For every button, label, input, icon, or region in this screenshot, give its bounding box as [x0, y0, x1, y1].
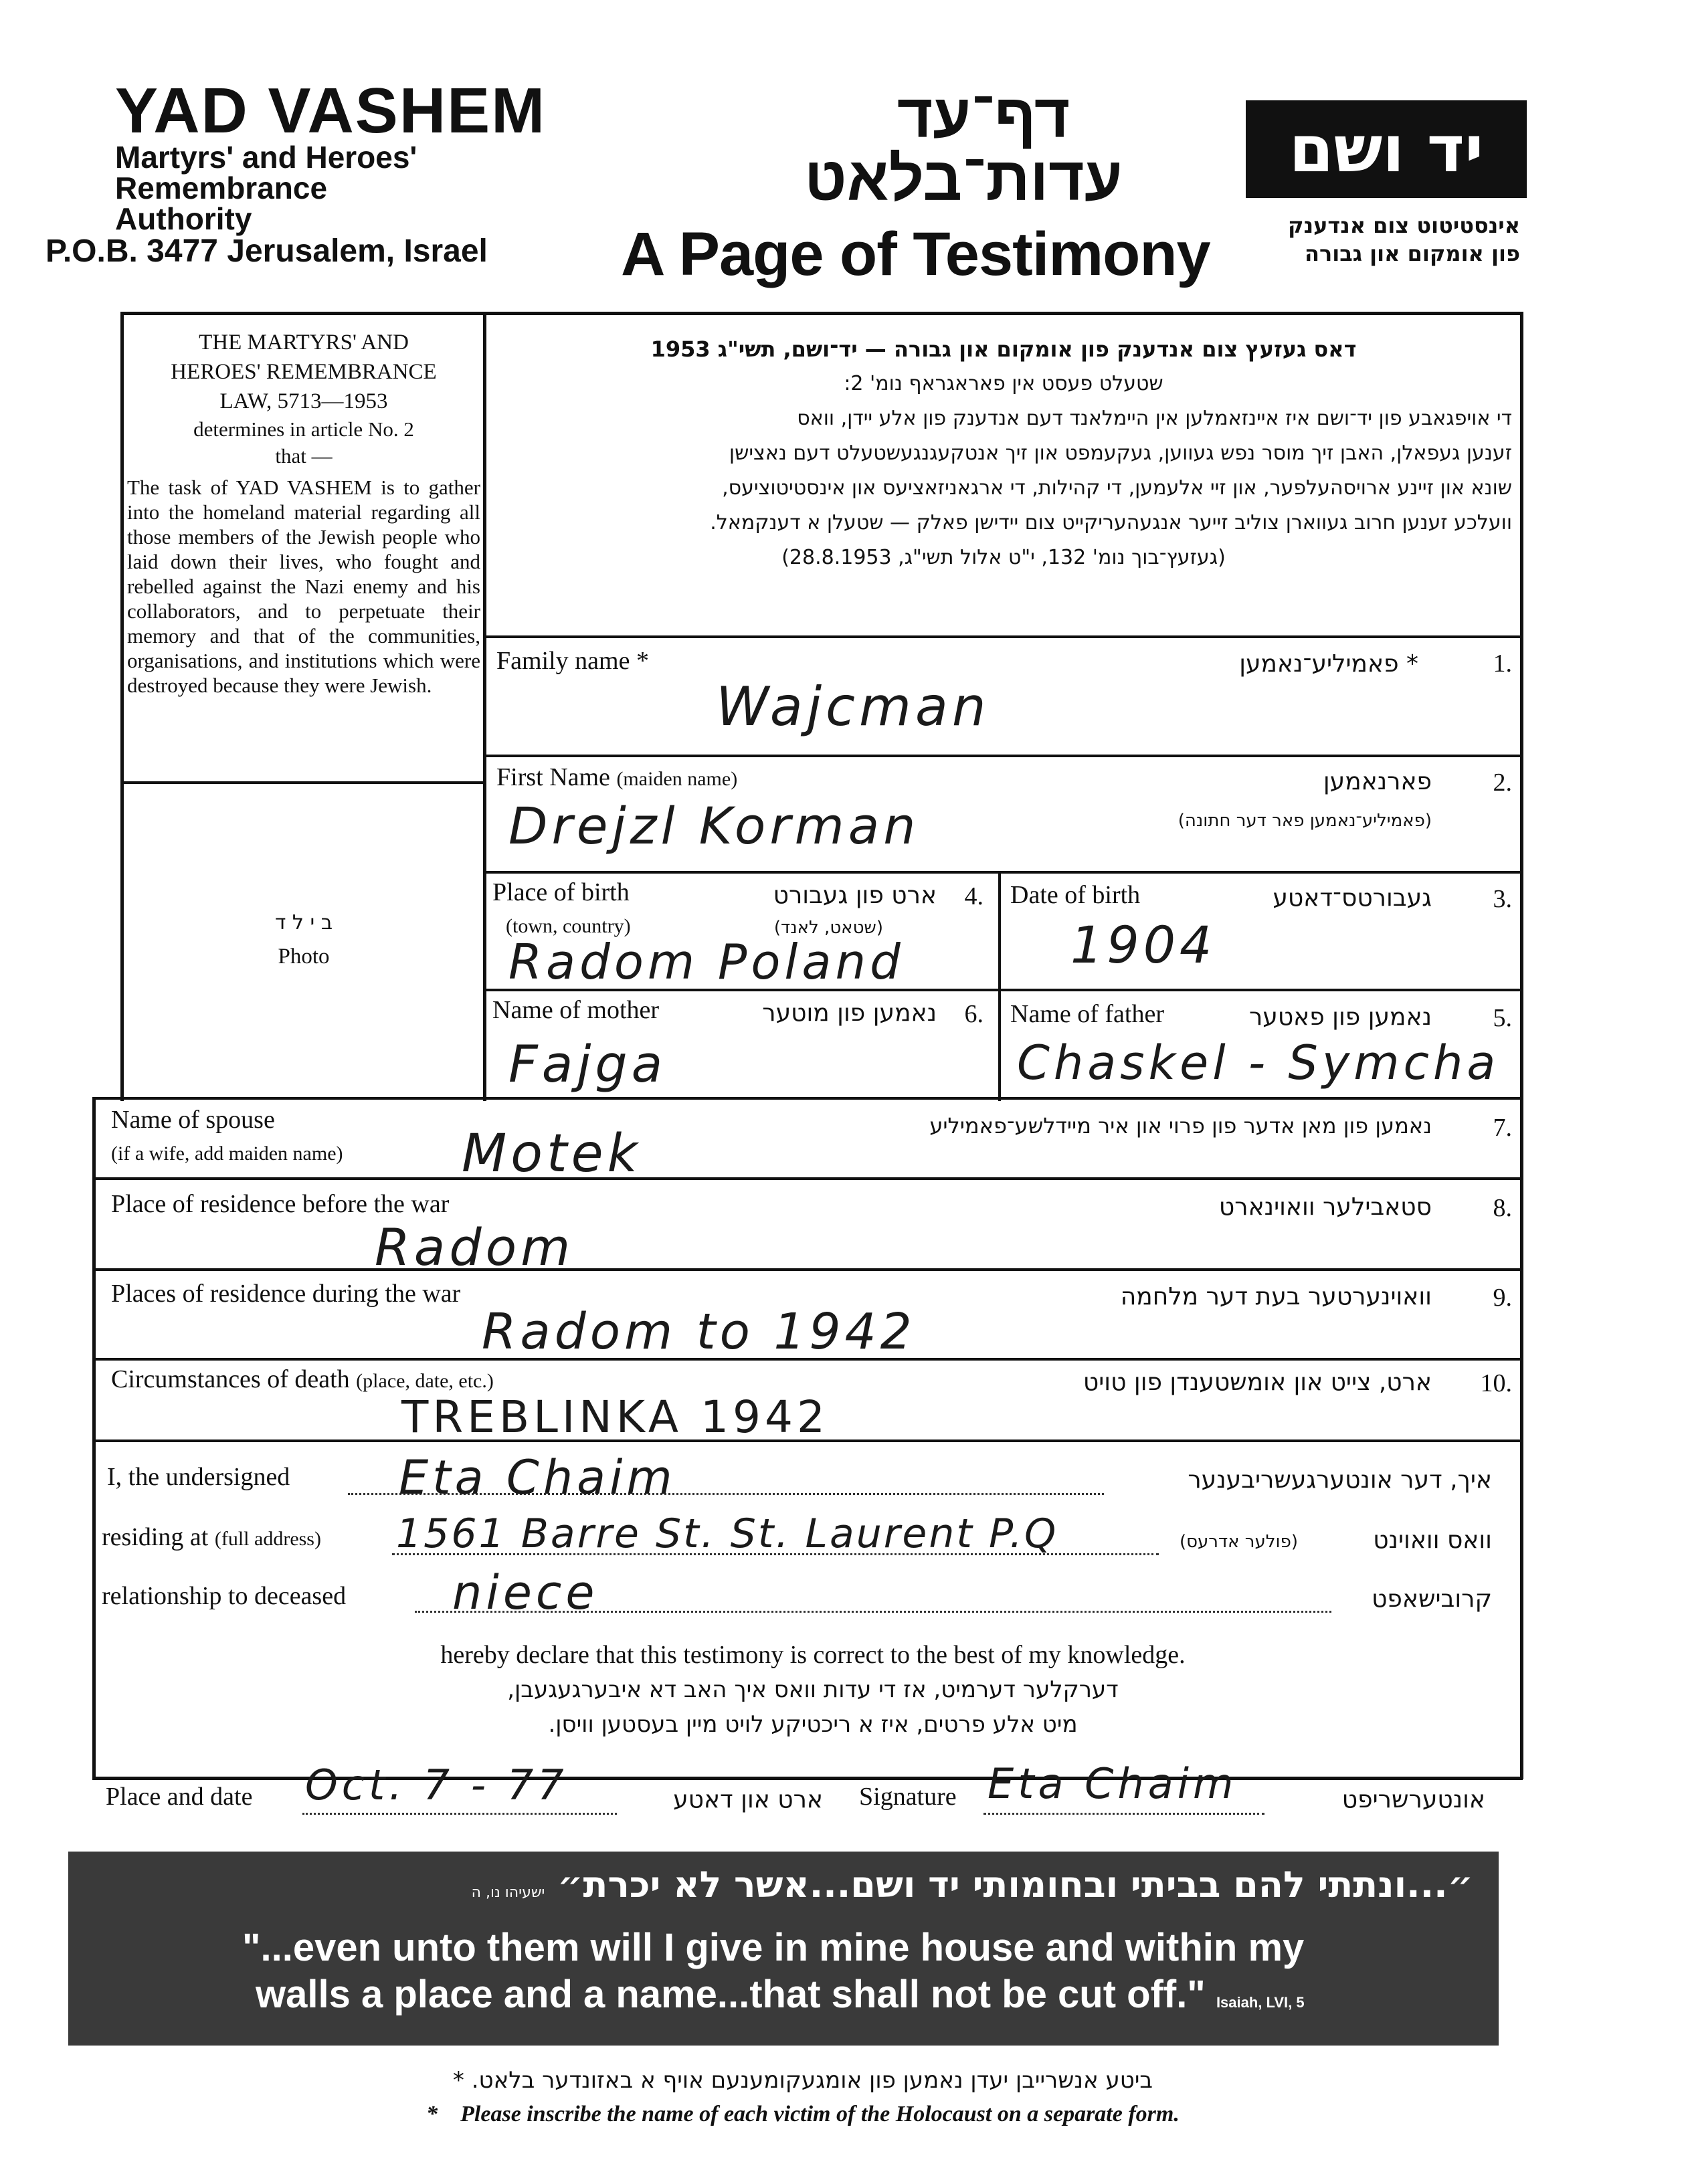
frame-left-upper: [120, 312, 124, 1101]
banner-english-2-text: walls a place and a name...that shall not be cut off.": [256, 1973, 1206, 2016]
banner-english-ref: Isaiah, LVI, 5: [1216, 1994, 1305, 2011]
date-of-birth-num: .3: [1493, 885, 1512, 913]
family-name-label: Family name *: [496, 647, 649, 675]
relationship-heb: קרובישאפט: [1372, 1585, 1492, 1613]
spouse-name-heb: נאמען פון מאן אדער פון פרוי און איר מיידלשע־פאמיליע: [929, 1113, 1432, 1138]
photo-hebrew: ב י ל ד: [274, 911, 333, 934]
place-date-value[interactable]: Oct. 7 - 77: [305, 1761, 568, 1809]
place-date-heb: ארט און דאטע: [673, 1786, 823, 1813]
left-column-divider: [483, 312, 486, 1101]
row-sep-6: [92, 1177, 1523, 1180]
footer-english-asterisk: *: [426, 2102, 455, 2126]
declaration-hebrew-2: מיט אלע פרטים, איז א ריכטיקע לויט מיין בעסטען וויסן.: [548, 1711, 1078, 1738]
date-of-birth-value[interactable]: 1904: [1070, 915, 1216, 975]
residence-during-label: Places of residence during the war: [111, 1280, 461, 1308]
residence-during-heb: וואוינערטער בעת דער מלחמה: [1120, 1283, 1432, 1310]
spouse-name-sub: (if a wife, add maiden name): [111, 1143, 343, 1165]
footer-hebrew-text: ביטע אנשרייבן יעדן נאמען פון אומגעקומענעם אויף א באזונדער בלאט.: [471, 2067, 1153, 2094]
place-date-label: Place and date: [106, 1783, 253, 1811]
frame-top: [120, 312, 1523, 315]
father-name-label: Name of father: [1010, 1000, 1164, 1028]
footer-english-text: Please inscribe the name of each victim of the Holocaust on a separate form.: [460, 2102, 1180, 2126]
mother-name-heb: נאמען פון מוטער: [762, 999, 937, 1027]
family-name-value[interactable]: Wajcman: [716, 676, 990, 738]
death-circumstances-value[interactable]: TREBLINKA 1942: [401, 1391, 829, 1443]
place-of-birth-heb: ארט פון געבורט: [773, 882, 937, 909]
mother-name-num: .6: [964, 1000, 983, 1028]
signature-value[interactable]: Eta Chaim: [988, 1759, 1238, 1808]
footer-hebrew-asterisk: *: [452, 2067, 464, 2094]
banner-english-1: "...even unto them will I give in mine house and within my: [242, 1926, 1305, 1969]
logo-text: יד ושם: [1289, 112, 1484, 187]
place-of-birth-sub: (town, country): [506, 915, 631, 937]
relationship-label: relationship to deceased: [102, 1582, 347, 1610]
mother-name-value[interactable]: Fajga: [508, 1034, 667, 1094]
yad-vashem-logo: [1246, 100, 1527, 198]
first-name-label-sub: (maiden name): [616, 768, 738, 790]
banner-hebrew: [68, 1864, 1473, 1906]
org-name: YAD VASHEM: [115, 75, 547, 146]
residence-during-num: .9: [1493, 1284, 1512, 1312]
law-body: The task of YAD VASHEM is to gather into the homeland material regarding all those members of the Jewish people who laid down their lives, who fought and rebelled against the Nazi enemy and his collaborators, and to perpetuate their memory and that of the communities, organisations, and institutions which were destroyed because they were Jewish.: [127, 476, 480, 697]
date-of-birth-heb: געבורטס־דאטע: [1273, 884, 1432, 912]
declaration-hebrew-1: דערקלער דערמיט, אז די עדות וואס איך האב דא איבערגעגעבן,: [507, 1676, 1119, 1703]
law-hebrew-5: שונא און זיינע ארויסהעלפער, און זיי אלעמען, די קהילות, די ארגאניזאציעס און אינסטיטוציעס,: [722, 476, 1512, 500]
spouse-name-label: Name of spouse: [111, 1106, 275, 1134]
place-date-line: [302, 1813, 617, 1815]
residing-heb-sub: (פולער אדרעס): [1180, 1532, 1298, 1552]
first-name-heb-sub: (פאמיליע־נאמען פאר דער חתונה): [1178, 811, 1432, 831]
org-line2: Remembrance: [115, 171, 328, 205]
first-name-heb: פארנאמען: [1323, 768, 1432, 795]
org-address: P.O.B. 3477 Jerusalem, Israel: [45, 233, 488, 269]
signature-label: Signature: [859, 1783, 957, 1811]
logo-subtitle-2: פון אומקום און גבורה: [1304, 241, 1520, 266]
death-circumstances-label-sub: (place, date, etc.): [356, 1370, 494, 1392]
banner-hebrew-ref: ישעיהו נו, ה: [471, 1884, 545, 1901]
residing-label-text: residing at: [102, 1523, 209, 1551]
law-intro-1: determines in article No. 2: [193, 417, 414, 441]
law-hebrew-7: (געזעץ־בוך נומ' 132, י"ט אלול תשי"ג, 28.8.1953): [781, 546, 1226, 569]
quote-banner: [68, 1852, 1499, 2046]
title-hebrew-2: עדות־בלאט: [804, 145, 1123, 213]
death-circumstances-label: [111, 1365, 494, 1394]
law-hebrew-1: דאס געזעץ צום אנדענק פון אומקום און גבורה — יד־ושם, תשי"ג 1953: [650, 336, 1357, 362]
frame-right: [1520, 312, 1523, 1779]
banner-hebrew-text: ״...ונתתי להם בביתי ובחומותי יד ושם...אשר לא יכרת״: [557, 1864, 1473, 1906]
first-name-label: [496, 763, 737, 792]
residence-before-num: .8: [1493, 1194, 1512, 1222]
row-sep-2: [483, 755, 1523, 757]
residing-label-sub: (full address): [214, 1528, 321, 1550]
law-hebrew-3: די אויפגאבע פון יד־ושם איז איינזאמלען אין היימלאנד דעם אנדענק פון אלע יידן, וואס: [797, 407, 1512, 430]
undersigned-label: I, the undersigned: [107, 1463, 290, 1491]
logo-subtitle-1: אינסטיטוט צום אנדענק: [1288, 213, 1520, 238]
place-of-birth-heb-sub: (שטאט, לאנד): [773, 918, 883, 938]
undersigned-heb: איך, דער אונטערגעשריבענער: [1188, 1466, 1492, 1494]
spouse-name-value[interactable]: Motek: [462, 1124, 642, 1184]
residing-label: [102, 1522, 321, 1552]
residing-value[interactable]: 1561 Barre St. St. Laurent P.Q: [396, 1510, 1058, 1557]
title-english: A Page of Testimony: [621, 220, 1210, 288]
frame-left-lower: [92, 1097, 96, 1779]
residence-before-value[interactable]: Radom: [375, 1217, 575, 1277]
law-title-1: THE MARTYRS' AND: [199, 330, 409, 355]
residence-during-value[interactable]: Radom to 1942: [482, 1303, 916, 1361]
father-name-heb: נאמען פון פאטער: [1248, 1003, 1432, 1031]
family-name-heb: * פאמיליע־נאמען: [1239, 650, 1418, 678]
father-name-num: .5: [1493, 1004, 1512, 1032]
law-hebrew-6: וועלכע זענען חרוב געווארן צוליב זייער אנגעהעריקייט צום יידישן פאלק — שטעלן א דענקמאל.: [710, 511, 1512, 534]
signature-line: [983, 1813, 1264, 1815]
law-hebrew: [495, 332, 1512, 575]
residing-heb: וואס וואוינט: [1373, 1526, 1492, 1554]
footer-hebrew: [100, 2067, 1505, 2094]
row-sep-5: [92, 1097, 1523, 1100]
photo-label: Photo: [278, 945, 330, 969]
death-circumstances-label-text: Circumstances of death: [111, 1365, 350, 1393]
death-circumstances-heb: ארט, צייט און אומשטענדן פון טויט: [1083, 1369, 1432, 1396]
first-name-num: .2: [1493, 769, 1512, 797]
footer-english: [100, 2102, 1505, 2127]
declaration-english: hereby declare that this testimony is correct to the best of my knowledge.: [440, 1641, 1186, 1669]
death-circumstances-num: .10: [1480, 1369, 1512, 1397]
first-name-value[interactable]: Drejzl Korman: [508, 796, 920, 856]
family-name-num: .1: [1493, 650, 1512, 678]
place-of-birth-value[interactable]: Radom Poland: [508, 934, 905, 990]
place-of-birth-label: Place of birth: [492, 878, 630, 906]
relationship-value[interactable]: niece: [452, 1565, 599, 1620]
place-of-birth-num: .4: [964, 882, 983, 910]
father-name-value[interactable]: Chaskel - Symcha: [1017, 1035, 1500, 1090]
law-box: [127, 328, 480, 698]
law-box-bottom: [120, 781, 485, 784]
law-title-3: LAW, 5713—1953: [219, 389, 388, 413]
mother-name-label: Name of mother: [492, 996, 660, 1024]
law-intro-2: that —: [275, 444, 333, 468]
residence-before-heb: סטאבילער וואוינארט: [1218, 1193, 1432, 1221]
birth-divider: [998, 871, 1001, 1101]
banner-english-2: [256, 1972, 1305, 2017]
row-sep-3: [483, 871, 1523, 874]
row-sep-7: [92, 1268, 1523, 1271]
date-of-birth-label: Date of birth: [1010, 881, 1141, 909]
law-hebrew-4: זענען געפאלן, האבן זיך מוסר נפש געווען, געקעמפט און זיך אנטקעגנגעשטעלט דעם נאצישן: [729, 441, 1512, 465]
org-line1: Martyrs' and Heroes': [115, 140, 417, 175]
residence-before-label: Place of residence before the war: [111, 1190, 450, 1218]
row-sep-1: [483, 635, 1523, 638]
spouse-name-num: .7: [1493, 1114, 1512, 1142]
undersigned-value[interactable]: Eta Chaim: [399, 1450, 676, 1505]
law-title-2: HEROES' REMEMBRANCE: [171, 360, 437, 384]
title-hebrew-1: דף־עד: [897, 82, 1070, 151]
law-hebrew-2: שטעלט פעסט אין פאראגראף נומ' 2:: [844, 372, 1163, 395]
first-name-label-text: First Name: [496, 763, 610, 791]
signature-heb: אונטערשריפט: [1341, 1786, 1485, 1813]
org-line3: Authority: [115, 201, 252, 236]
